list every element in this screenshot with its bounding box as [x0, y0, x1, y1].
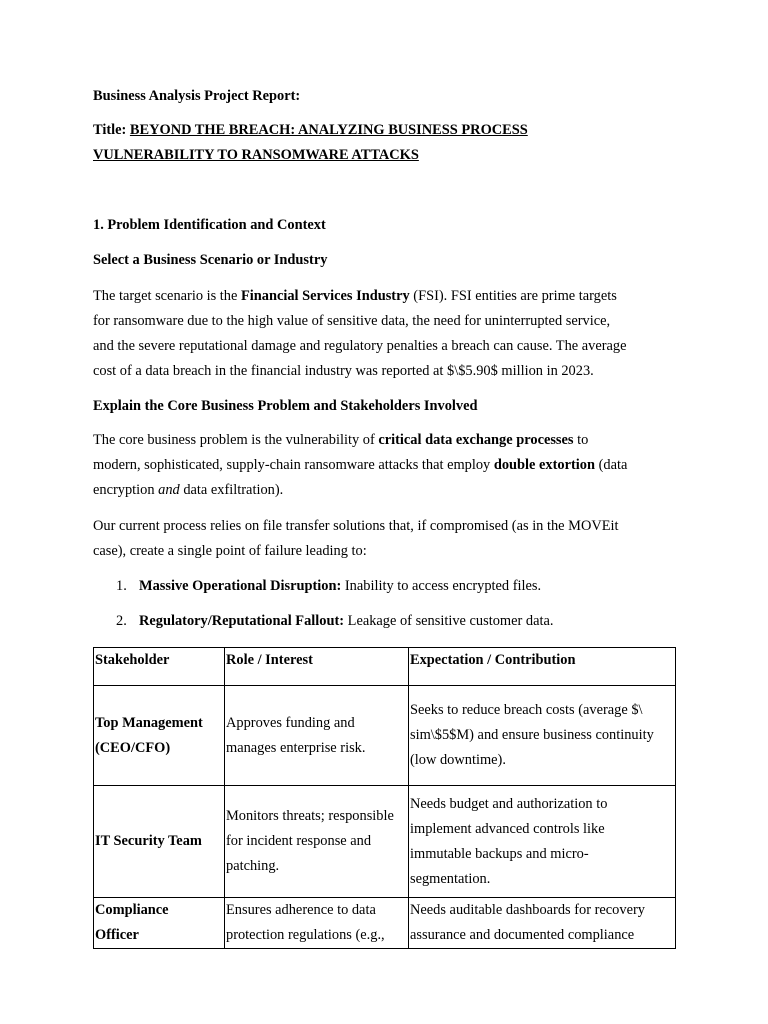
- cell-line: IT Security Team: [95, 833, 202, 849]
- table-row: [94, 686, 676, 786]
- cell-line: segmentation.: [410, 870, 491, 887]
- cell-line: (CEO/CFO): [95, 739, 171, 756]
- table-cell-role: [225, 898, 409, 949]
- text-run-bold: Financial Services Industry: [240, 288, 410, 304]
- list-item-label: Regulatory/Reputational Fallout:: [139, 613, 345, 629]
- table-cell-expectation: [409, 786, 676, 898]
- table-cell-stakeholder: [94, 686, 225, 786]
- cell-line: sim\$5$M) and ensure business continuity: [410, 727, 654, 743]
- paragraph-scenario: [93, 284, 675, 384]
- table-cell-expectation: [409, 686, 676, 786]
- cell-line: assurance and documented compliance: [410, 927, 635, 943]
- report-label: Business Analysis Project Report:: [93, 88, 301, 104]
- list-number: 1.: [116, 578, 127, 594]
- cell-line: immutable backups and micro-: [410, 845, 589, 862]
- cell-line: (low downtime).: [410, 752, 506, 768]
- text-run: modern, sophisticated, supply-chain ransomware attacks that employ: [93, 457, 494, 473]
- cell-line: for incident response and: [226, 833, 372, 849]
- text-line: for ransomware due to the high value of sensitive data, the need for uninterrupted service,: [93, 313, 611, 329]
- cell-line: manages enterprise risk.: [226, 739, 366, 756]
- table-header-cell: Stakeholder: [94, 648, 225, 686]
- text-run: The core business problem is the vulnerability of: [93, 432, 379, 448]
- report-title: [93, 118, 675, 168]
- table-cell-expectation: [409, 898, 676, 949]
- text-line: and the severe reputational damage and regulatory penalties a breach can cause. The average: [93, 338, 627, 354]
- cell-line: Seeks to reduce breach costs (average $\: [410, 702, 643, 718]
- cell-line: Compliance: [95, 902, 169, 918]
- table-cell-stakeholder: [94, 786, 225, 898]
- cell-line: patching.: [226, 858, 280, 874]
- cell-line: Needs auditable dashboards for recovery: [410, 902, 645, 918]
- table-row: [94, 898, 676, 949]
- table-cell-role: [225, 686, 409, 786]
- title-prefix: Title:: [93, 122, 130, 138]
- cell-line: Top Management: [95, 714, 203, 731]
- list-item-label: Massive Operational Disruption:: [139, 578, 342, 594]
- text-run: data exfiltration).: [179, 482, 284, 498]
- cell-line: Officer: [95, 927, 139, 943]
- text-line: Our current process relies on file transfer solutions that, if compromised (as in the MOVEit: [93, 518, 619, 534]
- text-line: case), create a single point of failure leading to:: [93, 543, 367, 559]
- list-item-text: Leakage of sensitive customer data.: [344, 613, 554, 629]
- list-item-text: Inability to access encrypted files.: [341, 578, 542, 594]
- text-run-italic: and: [158, 482, 180, 498]
- subheading-scenario: Select a Business Scenario or Industry: [93, 252, 328, 268]
- table-header-cell: Expectation / Contribution: [409, 648, 676, 686]
- paragraph-process: [93, 514, 675, 564]
- text-run: encryption: [93, 482, 159, 498]
- table-cell-role: [225, 786, 409, 898]
- text-run-bold: double extortion: [493, 457, 595, 473]
- cell-line: protection regulations (e.g.,: [226, 927, 385, 943]
- text-run-bold: critical data exchange processes: [378, 432, 574, 448]
- cell-line: Monitors threats; responsible: [226, 808, 394, 824]
- stakeholder-table: [93, 647, 676, 949]
- cell-line: Needs budget and authorization to: [410, 795, 608, 812]
- title-line-1: BEYOND THE BREACH: ANALYZING BUSINESS PROCESS: [129, 122, 528, 138]
- list-number: 2.: [116, 613, 127, 629]
- table-header-cell: Role / Interest: [225, 648, 409, 686]
- text-run: The target scenario is the: [93, 288, 241, 304]
- text-line: cost of a data breach in the financial industry was reported at $\$5.90$ million in 2023.: [93, 363, 594, 379]
- text-run: (FSI). FSI entities are prime targets: [409, 288, 617, 304]
- cell-line: Approves funding and: [226, 714, 355, 731]
- text-run: to: [573, 432, 589, 448]
- cell-line: implement advanced controls like: [410, 820, 605, 837]
- title-line-2: VULNERABILITY TO RANSOMWARE ATTACKS: [93, 147, 419, 163]
- section-heading: 1. Problem Identification and Context: [93, 217, 326, 233]
- text-run: (data: [594, 457, 628, 473]
- table-cell-stakeholder: [94, 898, 225, 949]
- paragraph-problem: [93, 428, 675, 503]
- table-row: [94, 786, 676, 898]
- subheading-problem: Explain the Core Business Problem and Stakeholders Involved: [93, 398, 478, 414]
- cell-line: Ensures adherence to data: [226, 902, 376, 918]
- table-header-row: [94, 648, 676, 686]
